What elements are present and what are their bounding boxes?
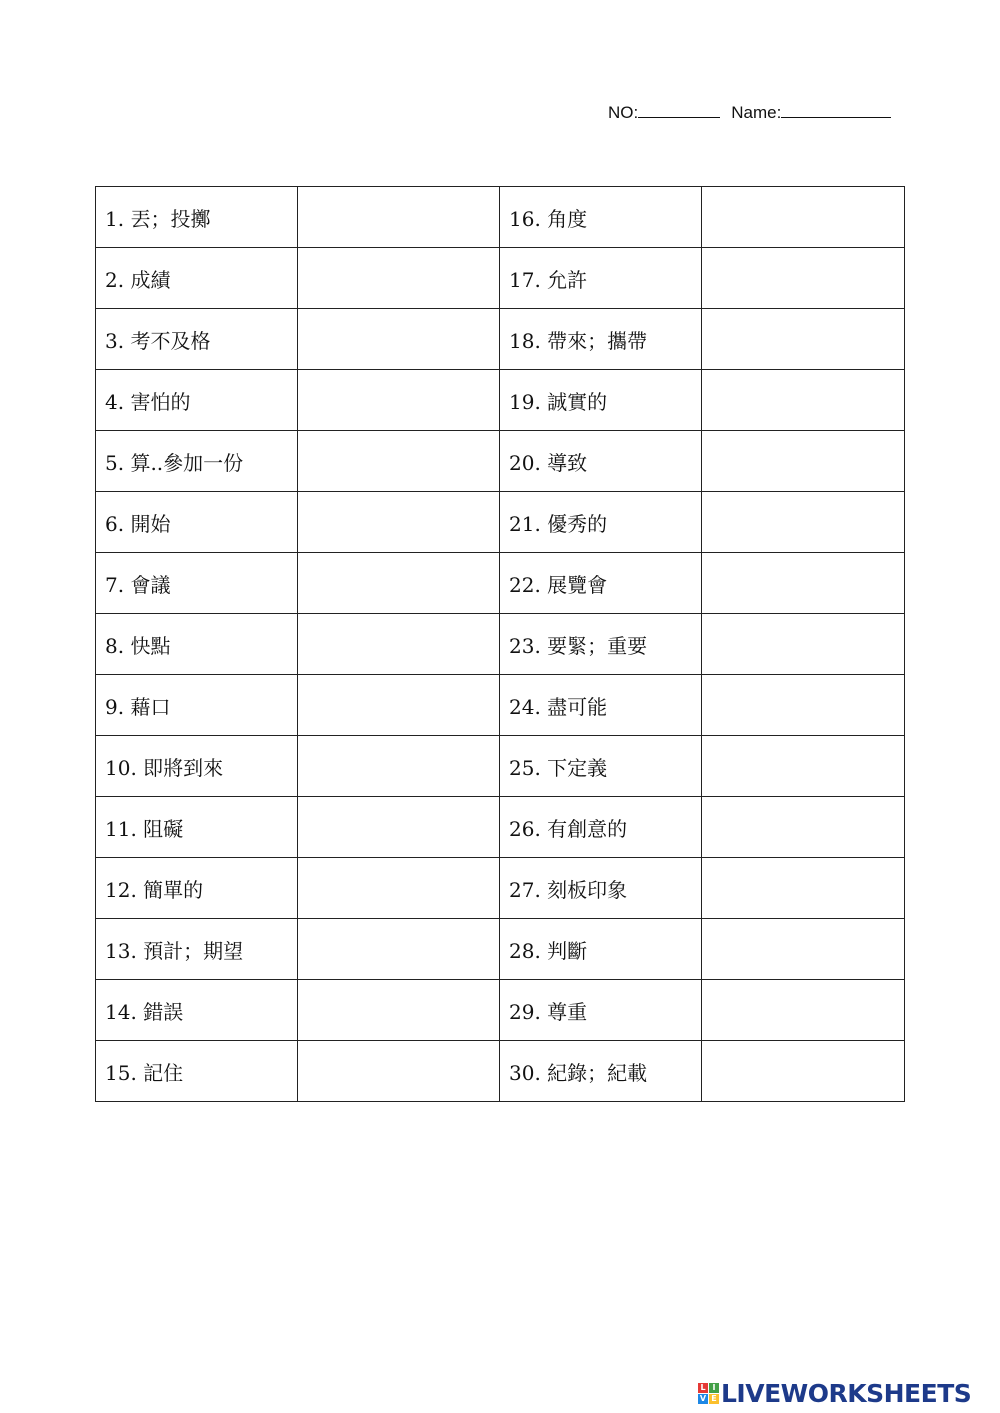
answer-cell[interactable] <box>702 614 905 675</box>
term-cell: 28. 判斷 <box>500 919 702 980</box>
answer-cell[interactable] <box>298 858 500 919</box>
term-cell: 20. 導致 <box>500 431 702 492</box>
answer-cell[interactable] <box>702 248 905 309</box>
no-label: NO: <box>608 103 639 122</box>
term-cell: 15. 記住 <box>96 1041 298 1102</box>
answer-cell[interactable] <box>298 675 500 736</box>
logo-text: LIVEWORKSHEETS <box>721 1378 972 1408</box>
answer-cell[interactable] <box>702 431 905 492</box>
answer-cell[interactable] <box>702 492 905 553</box>
term-cell: 18. 帶來；攜帶 <box>500 309 702 370</box>
term-cell: 21. 優秀的 <box>500 492 702 553</box>
table-row <box>96 187 905 248</box>
no-input-line[interactable] <box>638 98 720 118</box>
answer-cell[interactable] <box>298 736 500 797</box>
table-row <box>96 614 905 675</box>
term-cell: 5. 算..參加一份 <box>96 431 298 492</box>
answer-cell[interactable] <box>298 187 500 248</box>
term-cell: 13. 預計；期望 <box>96 919 298 980</box>
name-label: Name: <box>731 103 782 122</box>
answer-cell[interactable] <box>702 370 905 431</box>
answer-cell[interactable] <box>702 187 905 248</box>
term-cell: 16. 角度 <box>500 187 702 248</box>
table-row <box>96 309 905 370</box>
term-cell: 6. 開始 <box>96 492 298 553</box>
table-row <box>96 1041 905 1102</box>
logo-tile: L <box>698 1383 708 1393</box>
term-cell: 7. 會議 <box>96 553 298 614</box>
term-cell: 1. 丟；投擲 <box>96 187 298 248</box>
logo-tile: E <box>709 1394 719 1404</box>
term-cell: 3. 考不及格 <box>96 309 298 370</box>
term-cell: 10. 即將到來 <box>96 736 298 797</box>
name-input-line[interactable] <box>781 98 891 118</box>
answer-cell[interactable] <box>702 980 905 1041</box>
term-cell: 4. 害怕的 <box>96 370 298 431</box>
term-cell: 12. 簡單的 <box>96 858 298 919</box>
term-cell: 8. 快點 <box>96 614 298 675</box>
term-cell: 11. 阻礙 <box>96 797 298 858</box>
term-cell: 25. 下定義 <box>500 736 702 797</box>
term-cell: 17. 允許 <box>500 248 702 309</box>
answer-cell[interactable] <box>298 370 500 431</box>
term-cell: 30. 紀錄；紀載 <box>500 1041 702 1102</box>
vocabulary-table <box>95 186 905 1102</box>
table-row <box>96 431 905 492</box>
answer-cell[interactable] <box>702 736 905 797</box>
table-row <box>96 858 905 919</box>
table-row <box>96 492 905 553</box>
answer-cell[interactable] <box>702 858 905 919</box>
logo-mark-icon <box>698 1383 719 1404</box>
answer-cell[interactable] <box>702 1041 905 1102</box>
answer-cell[interactable] <box>702 309 905 370</box>
answer-cell[interactable] <box>298 309 500 370</box>
logo-tile: V <box>699 1393 707 1403</box>
table-row <box>96 675 905 736</box>
answer-cell[interactable] <box>298 248 500 309</box>
table-row <box>96 797 905 858</box>
answer-cell[interactable] <box>298 980 500 1041</box>
table-row <box>96 553 905 614</box>
answer-cell[interactable] <box>702 797 905 858</box>
term-cell: 22. 展覽會 <box>500 553 702 614</box>
table-row <box>96 736 905 797</box>
term-cell: 9. 藉口 <box>96 675 298 736</box>
answer-cell[interactable] <box>702 919 905 980</box>
term-cell: 23. 要緊；重要 <box>500 614 702 675</box>
answer-cell[interactable] <box>298 614 500 675</box>
answer-cell[interactable] <box>298 797 500 858</box>
answer-cell[interactable] <box>298 431 500 492</box>
answer-cell[interactable] <box>298 1041 500 1102</box>
table-row <box>96 248 905 309</box>
term-cell: 27. 刻板印象 <box>500 858 702 919</box>
answer-cell[interactable] <box>298 492 500 553</box>
answer-cell[interactable] <box>702 675 905 736</box>
term-cell: 26. 有創意的 <box>500 797 702 858</box>
answer-cell[interactable] <box>298 919 500 980</box>
logo-tile: I <box>709 1383 719 1393</box>
answer-cell[interactable] <box>702 553 905 614</box>
liveworksheets-logo <box>698 1378 971 1408</box>
answer-cell[interactable] <box>298 553 500 614</box>
term-cell: 24. 盡可能 <box>500 675 702 736</box>
table-row <box>96 370 905 431</box>
term-cell: 14. 錯誤 <box>96 980 298 1041</box>
term-cell: 29. 尊重 <box>500 980 702 1041</box>
term-cell: 2. 成績 <box>96 248 298 309</box>
table-row <box>96 980 905 1041</box>
term-cell: 19. 誠實的 <box>500 370 702 431</box>
student-info-header <box>608 98 891 123</box>
table-row <box>96 919 905 980</box>
